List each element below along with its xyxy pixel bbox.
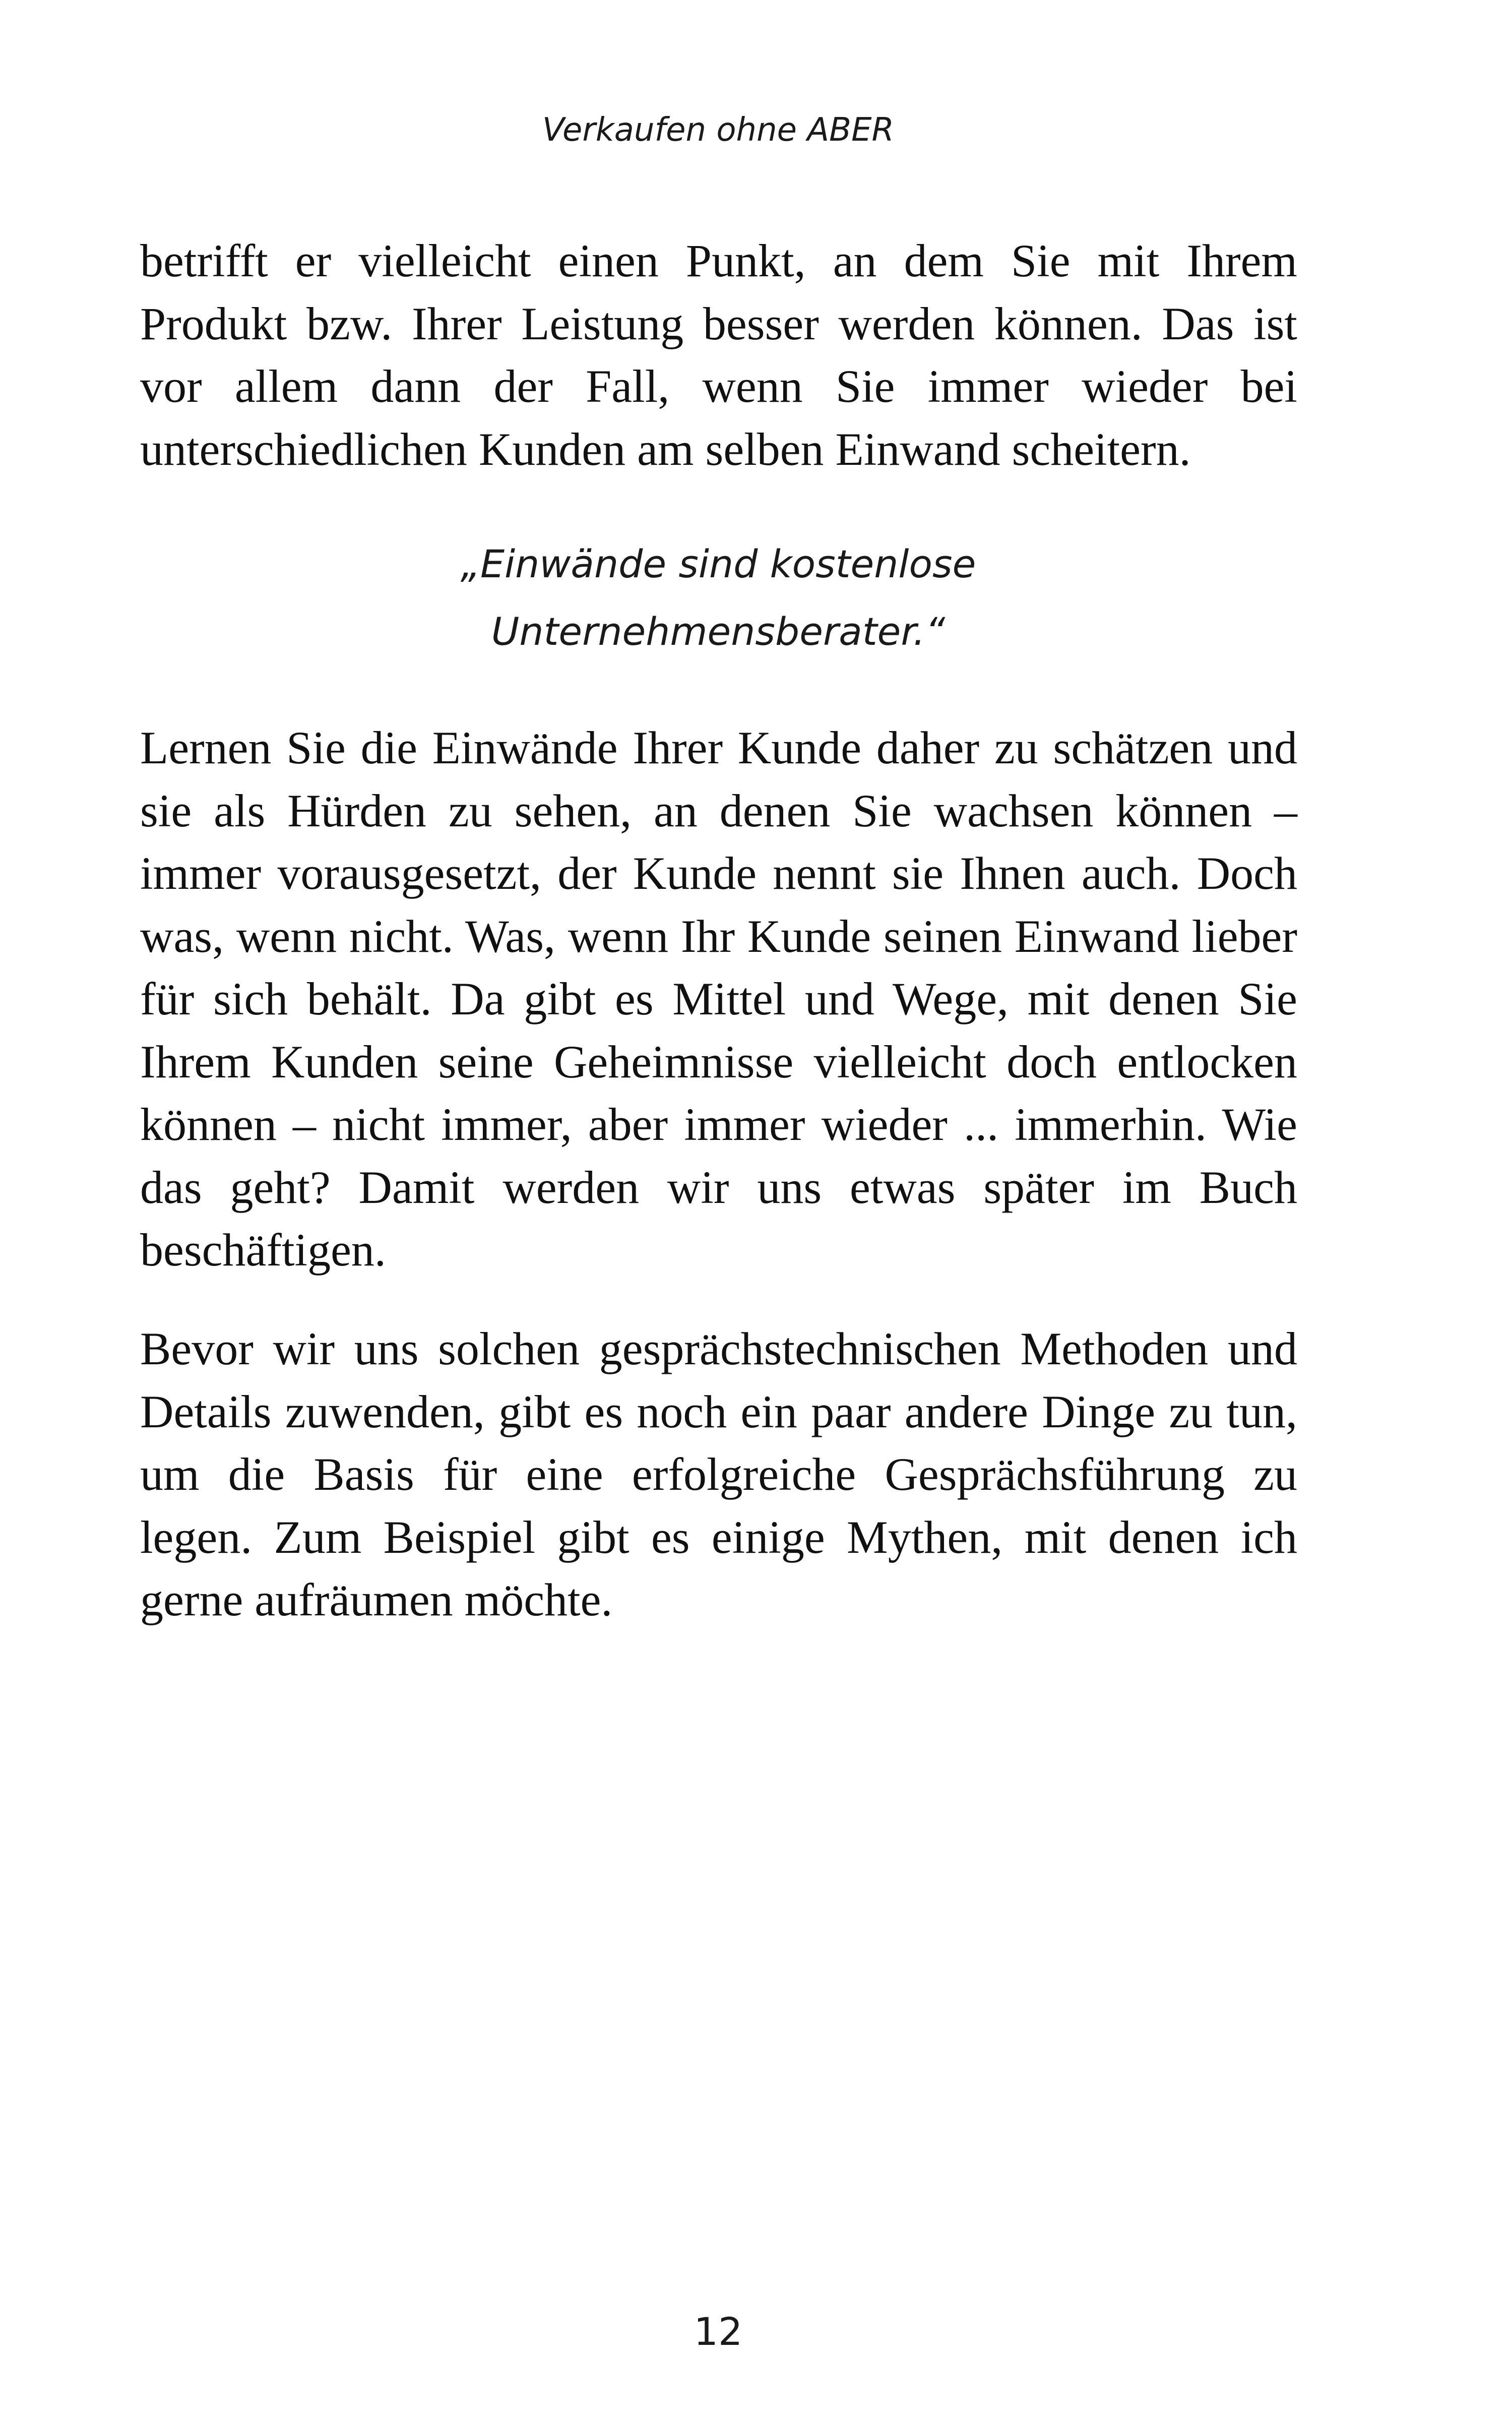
paragraph-2: Lernen Sie die Einwände Ihrer Kunde daher zu schätzen und sie als Hürden zu sehen, an denen Sie wachsen können – immer vorausgesetzt, der Kunde nennt sie Ihnen auch. Doch was, wenn nicht. Was, wenn Ihr Kunde seinen Einwand lieber für sich behält. Da gibt es Mittel und Wege, mit denen Sie Ihrem Kunden seine Geheimnisse vielleicht doch entlocken können – nicht immer, aber immer wieder ... immerhin. Wie das geht? Damit werden wir uns etwas später im Buch beschäftigen.	[140, 722, 1297, 1276]
running-header: Verkaufen ohne ABER	[542, 111, 894, 149]
quote-line-1: „Einwände sind kostenlose	[460, 541, 976, 586]
quote-line-2: Unternehmensberater.“	[491, 609, 946, 654]
page-number: 12	[694, 2309, 743, 2354]
paragraph-1: betrifft er vielleicht einen Punkt, an dem Sie mit Ihrem Produkt bzw. Ihrer Leistung besser werden können. Das ist vor allem dann der Fall, wenn Sie immer wieder bei unterschiedlichen Kunden am selben Einwand scheitern.	[140, 235, 1297, 475]
paragraph-3: Bevor wir uns solchen gesprächstechnischen Methoden und Details zuwenden, gibt es noch ein paar andere Dinge zu tun, um die Basis für eine erfolgreiche Gesprächsführung zu legen. Zum Beispiel gibt es einige Mythen, mit denen ich gerne aufräumen möchte.	[140, 1323, 1297, 1625]
